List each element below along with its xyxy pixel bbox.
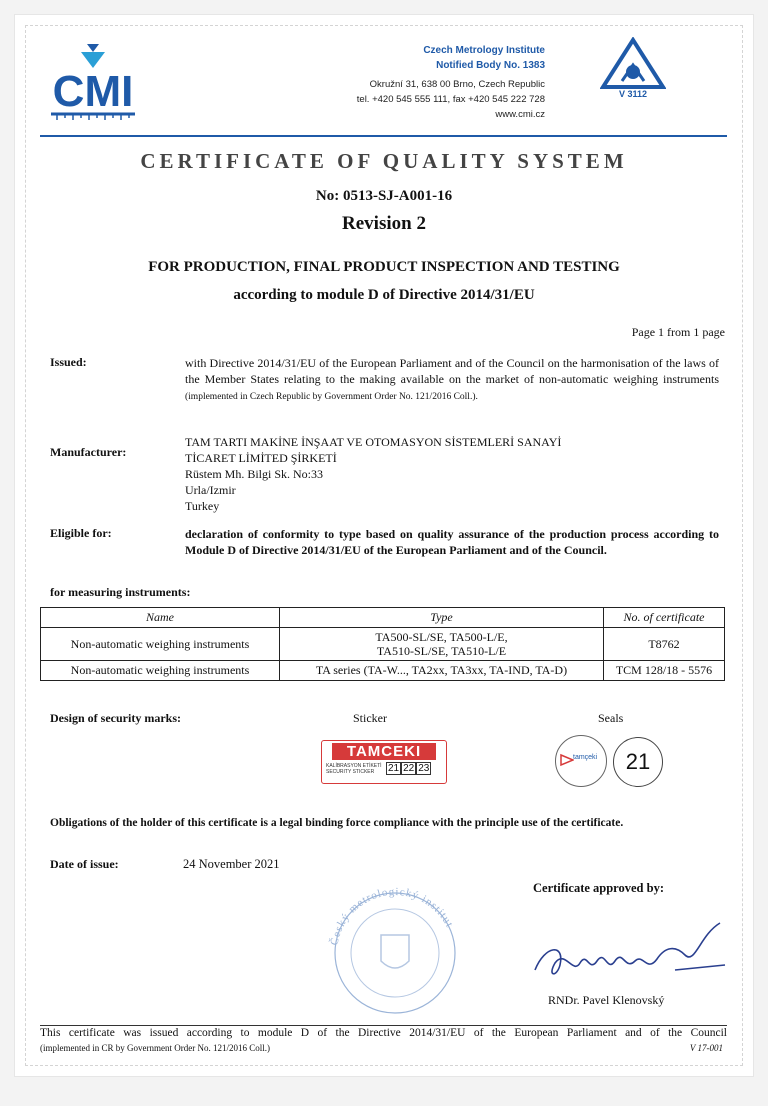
row1-cert: T8762 bbox=[604, 628, 725, 661]
eligible-label: Eligible for: bbox=[50, 526, 112, 540]
institute-block bbox=[423, 43, 545, 73]
table-row bbox=[41, 628, 725, 661]
official-stamp-icon bbox=[315, 875, 475, 1015]
sticker-bottom bbox=[322, 762, 446, 775]
sticker-caption-2: SECURITY STICKER bbox=[326, 768, 375, 775]
sticker-year-3: 23 bbox=[418, 763, 430, 774]
sticker-year-2: 22 bbox=[403, 763, 415, 774]
cmi-logo-text: CMI bbox=[52, 67, 134, 116]
footer-text: This certificate was issued according to module D of the Directive 2014/31/EU of the European Parliament and of the Council bbox=[40, 1027, 727, 1039]
issued-label: Issued: bbox=[50, 355, 87, 369]
row1-type-line1: TA500-SL/SE, TA500-L/E, bbox=[375, 630, 508, 644]
row1-type-line2: TA510-SL/SE, TA510-L/E bbox=[376, 644, 507, 658]
website: www.cmi.cz bbox=[495, 109, 545, 120]
certificate-number: No: 0513-SJ-A001-16 bbox=[315, 188, 453, 204]
notified-body: Notified Body No. 1383 bbox=[436, 60, 545, 71]
table-row bbox=[41, 661, 725, 681]
sticker-brand: TAMCEKI bbox=[332, 743, 436, 760]
cmi-logo bbox=[43, 40, 143, 130]
sticker-caption-1: KALİBRASYON ETİKETİ bbox=[326, 762, 382, 769]
institute-name: Czech Metrology Institute bbox=[423, 45, 545, 56]
signature bbox=[525, 915, 735, 995]
seals-label: Seals bbox=[598, 711, 624, 725]
subtitle-module: according to module D of Directive 2014/31/EU bbox=[233, 287, 535, 303]
row1-name: Non-automatic weighing instruments bbox=[41, 628, 280, 661]
col-type-header: Type bbox=[280, 608, 604, 628]
row1-type bbox=[280, 628, 604, 661]
stamp-text: Český metrologický institut bbox=[328, 885, 456, 947]
manufacturer-name-1: TAM TARTI MAKİNE İNŞAAT VE OTOMASYON SİSTEMLERİ SANAYİ bbox=[185, 435, 562, 449]
row2-cert: TCM 128/18 - 5576 bbox=[604, 661, 725, 681]
revision: Revision 2 bbox=[342, 213, 426, 234]
manufacturer-country: Turkey bbox=[185, 499, 220, 513]
date-value: 24 November 2021 bbox=[183, 857, 280, 871]
phone: tel. +420 545 555 111, fax +420 545 222 728 bbox=[356, 94, 545, 105]
approval-label: Certificate approved by: bbox=[533, 881, 664, 895]
security-label: Design of security marks: bbox=[50, 711, 181, 725]
subtitle-production: FOR PRODUCTION, FINAL PRODUCT INSPECTION AND TESTING bbox=[148, 259, 620, 275]
issued-text bbox=[185, 355, 719, 405]
manufacturer-block bbox=[185, 434, 719, 514]
manufacturer-city: Urla/Izmir bbox=[185, 483, 236, 497]
address-block bbox=[357, 77, 545, 122]
certificate-page bbox=[15, 15, 753, 1076]
manufacturer-street: Rüstem Mh. Bilgi Sk. No:33 bbox=[185, 467, 324, 481]
manufacturer-name-2: TİCARET LİMİTED ŞİRKETİ bbox=[185, 451, 337, 465]
security-sticker bbox=[321, 740, 447, 784]
seal-arrow-icon bbox=[560, 753, 574, 767]
page-number: Page 1 from 1 page bbox=[631, 325, 725, 339]
instruments-label: for measuring instruments: bbox=[50, 585, 191, 599]
verification-mark-code: V 3112 bbox=[618, 89, 648, 99]
row2-name: Non-automatic weighing instruments bbox=[41, 661, 280, 681]
row2-type: TA series (TA-W..., TA2xx, TA3xx, TA-IND, TA-D) bbox=[280, 661, 604, 681]
table-header-row bbox=[41, 608, 725, 628]
sticker-year-1: 21 bbox=[388, 763, 400, 774]
col-name-header: Name bbox=[41, 608, 280, 628]
sticker-caption bbox=[326, 763, 384, 775]
header-divider bbox=[40, 135, 727, 137]
footer-divider bbox=[40, 1025, 727, 1026]
address: Okružní 31, 638 00 Brno, Czech Republic bbox=[369, 79, 545, 90]
instruments-table bbox=[40, 607, 725, 681]
col-cert-header: No. of certificate bbox=[604, 608, 725, 628]
eligible-text: declaration of conformity to type based on quality assurance of the production process according to Module D of Directive 2014/31/EU of the European Parliament and of the Council. bbox=[185, 527, 719, 557]
issued-body: with Directive 2014/31/EU of the European Parliament and of the Council on the harmonisation of the laws of the Member States relating to the making available on the market of non-automatic weighing instruments bbox=[185, 356, 719, 386]
footer-version: V 17-001 bbox=[689, 1043, 723, 1053]
seal-tamceki bbox=[555, 735, 607, 787]
manufacturer-label: Manufacturer: bbox=[50, 445, 127, 459]
seal-brand: tamçeki bbox=[573, 754, 598, 761]
certificate-title: CERTIFICATE OF QUALITY SYSTEM bbox=[140, 149, 628, 173]
verification-mark-icon bbox=[600, 37, 666, 99]
sticker-label: Sticker bbox=[353, 711, 387, 725]
footer-note: (implemented in CR by Government Order No. 121/2016 Coll.) bbox=[40, 1043, 270, 1053]
seal-number: 21 bbox=[613, 737, 663, 787]
signatory-name: RNDr. Pavel Klenovský bbox=[548, 993, 665, 1007]
obligations-text: Obligations of the holder of this certificate is a legal binding force compliance with the principle use of the certificate. bbox=[50, 817, 624, 829]
date-label: Date of issue: bbox=[50, 857, 119, 871]
issued-note: (implemented in Czech Republic by Government Order No. 121/2016 Coll.). bbox=[185, 392, 478, 402]
